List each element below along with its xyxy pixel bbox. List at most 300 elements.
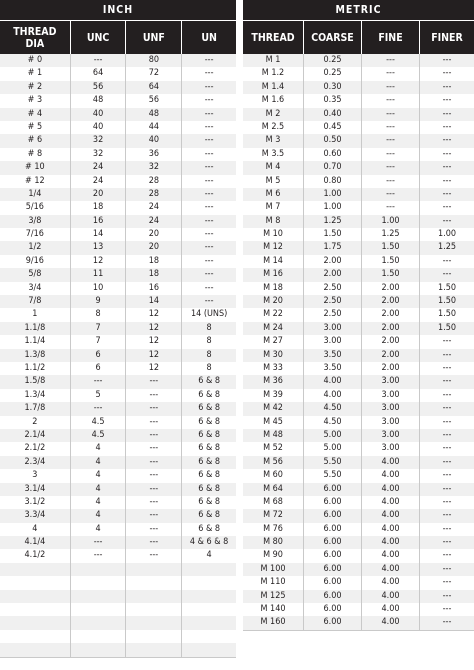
table-cell: 1.50 xyxy=(361,241,419,254)
table-cell: 1.3/4 xyxy=(24,389,46,400)
table-cell: 14 (UNS) xyxy=(181,308,236,321)
table-cell: 64 xyxy=(125,81,181,94)
table-row xyxy=(0,67,236,80)
table-cell: 9/16 xyxy=(25,255,44,266)
table-row xyxy=(0,148,236,161)
table-cell: --- xyxy=(361,175,419,188)
table-cell: 6 & 8 xyxy=(181,389,236,402)
table-cell: --- xyxy=(181,67,236,80)
table-cell: 20 xyxy=(70,188,126,201)
table-row xyxy=(0,389,236,402)
table-cell: 12 xyxy=(125,349,181,362)
table-cell: 6.00 xyxy=(303,603,361,616)
table-cell: --- xyxy=(361,108,419,121)
table-cell: M 30 xyxy=(263,349,283,360)
table-cell: M 1.2 xyxy=(261,68,285,79)
table-cell: 6 & 8 xyxy=(181,442,236,455)
table-cell: 2.50 xyxy=(303,282,361,295)
table-cell: 5.00 xyxy=(303,429,361,442)
table-row xyxy=(0,295,236,308)
table-cell: --- xyxy=(125,402,181,415)
table-row xyxy=(243,402,474,415)
table-cell: 4 xyxy=(70,442,126,455)
table-cell xyxy=(125,576,181,589)
table-cell: 4 xyxy=(70,456,126,469)
table-cell: M 60 xyxy=(263,470,283,481)
table-cell: M 3.5 xyxy=(261,148,285,159)
table-cell: 6 & 8 xyxy=(181,523,236,536)
table-cell: 0.35 xyxy=(303,94,361,107)
table-row xyxy=(243,549,474,562)
table-cell: 1.50 xyxy=(419,308,474,321)
table-row xyxy=(0,362,236,375)
table-cell: # 12 xyxy=(25,175,45,186)
table-cell: --- xyxy=(181,268,236,281)
table-cell: 48 xyxy=(125,108,181,121)
table-cell: --- xyxy=(419,389,474,402)
table-cell: 4.00 xyxy=(361,536,419,549)
table-cell: 18 xyxy=(125,268,181,281)
table-cell: M 39 xyxy=(263,389,283,400)
table-cell: 3.00 xyxy=(361,416,419,429)
table-cell: --- xyxy=(181,94,236,107)
table-row xyxy=(0,456,236,469)
table-cell: 4.5 xyxy=(70,429,126,442)
table-cell: 1.25 xyxy=(303,215,361,228)
table-cell: 32 xyxy=(125,161,181,174)
table-cell: # 8 xyxy=(27,148,43,159)
metric-rows xyxy=(243,54,474,631)
table-cell: --- xyxy=(419,362,474,375)
table-row xyxy=(243,175,474,188)
table-cell: 36 xyxy=(125,148,181,161)
metric-header-thread: THREAD xyxy=(243,21,303,54)
table-cell: 6.00 xyxy=(303,509,361,522)
table-cell: --- xyxy=(419,81,474,94)
table-cell: 1.1/2 xyxy=(24,362,46,373)
table-cell xyxy=(0,630,70,643)
table-cell: --- xyxy=(419,509,474,522)
table-row xyxy=(243,148,474,161)
table-row xyxy=(243,188,474,201)
table-row xyxy=(243,429,474,442)
table-cell: M 36 xyxy=(263,376,283,387)
table-cell: 1.00 xyxy=(419,228,474,241)
table-cell: --- xyxy=(419,536,474,549)
table-cell: 3/4 xyxy=(28,282,42,293)
table-row xyxy=(243,416,474,429)
table-cell: --- xyxy=(125,549,181,562)
table-cell: 1.50 xyxy=(303,228,361,241)
table-cell: 1.50 xyxy=(361,268,419,281)
table-cell xyxy=(125,563,181,576)
table-cell: --- xyxy=(181,148,236,161)
table-cell: --- xyxy=(419,375,474,388)
table-cell: --- xyxy=(70,549,126,562)
table-cell: 8 xyxy=(181,322,236,335)
metric-header-coarse: COARSE xyxy=(303,21,361,54)
table-cell: --- xyxy=(70,536,126,549)
inch-header-row xyxy=(0,21,236,54)
table-cell: --- xyxy=(181,108,236,121)
table-cell: # 2 xyxy=(27,81,43,92)
table-row xyxy=(0,282,236,295)
table-cell: # 0 xyxy=(27,55,43,65)
table-cell: 1.00 xyxy=(303,188,361,201)
table-cell: M 48 xyxy=(263,429,283,440)
table-cell: M 18 xyxy=(263,282,283,293)
table-cell: --- xyxy=(361,148,419,161)
table-cell: 4.00 xyxy=(361,590,419,603)
table-cell: --- xyxy=(419,442,474,455)
table-cell: 18 xyxy=(125,255,181,268)
inch-header-unc: UNC xyxy=(70,21,126,54)
table-cell: M 1.6 xyxy=(261,95,285,106)
table-cell: 28 xyxy=(125,175,181,188)
table-cell xyxy=(181,643,236,656)
table-cell xyxy=(70,630,126,643)
table-cell: 4.50 xyxy=(303,402,361,415)
table-cell: --- xyxy=(181,241,236,254)
table-cell: 32 xyxy=(70,134,126,147)
table-cell: 3 xyxy=(32,470,38,481)
table-cell: 1.25 xyxy=(419,241,474,254)
table-cell: M 12 xyxy=(263,242,283,253)
table-row xyxy=(243,134,474,147)
table-cell: --- xyxy=(70,375,126,388)
table-cell: 4.50 xyxy=(303,416,361,429)
table-cell: 3.00 xyxy=(303,335,361,348)
table-cell: 2 xyxy=(32,416,38,427)
table-cell xyxy=(0,603,70,616)
table-row xyxy=(243,228,474,241)
table-cell: 6 & 8 xyxy=(181,469,236,482)
table-row xyxy=(0,429,236,442)
table-cell: 3.00 xyxy=(361,389,419,402)
table-cell: --- xyxy=(181,255,236,268)
metric-header-finer: FINER xyxy=(419,21,474,54)
table-cell: --- xyxy=(361,161,419,174)
table-cell: --- xyxy=(419,108,474,121)
table-cell xyxy=(125,603,181,616)
table-row xyxy=(0,108,236,121)
table-row xyxy=(0,469,236,482)
table-row xyxy=(0,268,236,281)
table-cell: 12 xyxy=(70,255,126,268)
table-cell: 4.00 xyxy=(361,549,419,562)
table-row xyxy=(243,523,474,536)
table-row xyxy=(0,228,236,241)
table-cell: 4.5 xyxy=(70,416,126,429)
table-row xyxy=(0,134,236,147)
table-cell: --- xyxy=(419,496,474,509)
table-cell: M 160 xyxy=(260,617,286,628)
table-cell: --- xyxy=(125,442,181,455)
table-cell: 12 xyxy=(125,322,181,335)
table-cell: 3.1/2 xyxy=(24,496,46,507)
table-cell: --- xyxy=(361,81,419,94)
table-row xyxy=(243,67,474,80)
table-cell: 5/16 xyxy=(25,202,44,213)
table-cell: 5 xyxy=(70,389,126,402)
table-cell: M 56 xyxy=(263,456,283,467)
table-row xyxy=(0,241,236,254)
table-cell: --- xyxy=(125,416,181,429)
table-cell: 2.50 xyxy=(303,295,361,308)
table-cell: 2.00 xyxy=(361,282,419,295)
table-cell: --- xyxy=(181,215,236,228)
table-cell: 6.00 xyxy=(303,523,361,536)
table-cell: 4 xyxy=(32,523,38,534)
table-row xyxy=(0,335,236,348)
table-row xyxy=(243,362,474,375)
table-cell: --- xyxy=(181,295,236,308)
table-cell: 1.1/4 xyxy=(24,336,46,347)
table-row xyxy=(243,590,474,603)
table-cell: 3/8 xyxy=(28,215,42,226)
table-cell: --- xyxy=(419,563,474,576)
table-cell: 2.3/4 xyxy=(24,456,46,467)
table-cell xyxy=(70,603,126,616)
table-cell: 0.50 xyxy=(303,134,361,147)
table-cell: 0.45 xyxy=(303,121,361,134)
table-cell: --- xyxy=(181,282,236,295)
metric-table xyxy=(243,0,474,631)
table-cell: --- xyxy=(419,416,474,429)
table-cell: 5.50 xyxy=(303,469,361,482)
table-cell: 6.00 xyxy=(303,616,361,629)
table-cell: 48 xyxy=(70,94,126,107)
table-cell: --- xyxy=(419,456,474,469)
table-cell: 1.50 xyxy=(419,282,474,295)
table-cell: 6 & 8 xyxy=(181,509,236,522)
table-row xyxy=(243,108,474,121)
table-cell: 4 xyxy=(70,523,126,536)
table-row xyxy=(0,603,236,616)
table-row xyxy=(0,215,236,228)
table-row xyxy=(0,630,236,643)
table-row xyxy=(0,576,236,589)
table-cell: 1.00 xyxy=(361,215,419,228)
table-cell: 0.25 xyxy=(303,54,361,67)
table-cell: M 1.4 xyxy=(261,81,285,92)
table-cell: 0.60 xyxy=(303,148,361,161)
table-cell: --- xyxy=(181,201,236,214)
table-row xyxy=(0,549,236,562)
table-row xyxy=(243,282,474,295)
table-cell: M 16 xyxy=(263,269,283,280)
table-row xyxy=(0,523,236,536)
table-cell: --- xyxy=(181,188,236,201)
inch-title: INCH xyxy=(0,0,236,20)
table-cell: --- xyxy=(419,215,474,228)
table-cell: 20 xyxy=(125,241,181,254)
table-row xyxy=(243,483,474,496)
table-cell: 64 xyxy=(70,67,126,80)
table-row xyxy=(243,295,474,308)
table-cell: # 3 xyxy=(27,95,43,106)
table-cell: 1.00 xyxy=(303,201,361,214)
table-row xyxy=(243,375,474,388)
table-cell xyxy=(0,643,70,656)
table-row xyxy=(0,616,236,629)
table-cell: --- xyxy=(419,469,474,482)
table-cell: 4.00 xyxy=(361,616,419,629)
table-row xyxy=(0,175,236,188)
table-cell: --- xyxy=(419,175,474,188)
table-cell: 2.00 xyxy=(361,295,419,308)
table-cell: 56 xyxy=(125,94,181,107)
table-cell: M 42 xyxy=(263,403,283,414)
table-cell: 13 xyxy=(70,241,126,254)
table-cell: M 8 xyxy=(265,215,281,226)
table-row xyxy=(243,81,474,94)
table-cell: # 1 xyxy=(27,68,43,79)
table-row xyxy=(0,81,236,94)
table-cell: --- xyxy=(125,389,181,402)
table-cell: M 90 xyxy=(263,550,283,561)
table-row xyxy=(0,94,236,107)
table-row xyxy=(0,308,236,321)
table-cell: M 2 xyxy=(265,108,281,119)
table-row xyxy=(0,349,236,362)
table-cell: --- xyxy=(125,456,181,469)
table-cell: 4.00 xyxy=(303,375,361,388)
table-cell: M 80 xyxy=(263,537,283,548)
table-cell: --- xyxy=(419,603,474,616)
table-cell: M 33 xyxy=(263,362,283,373)
table-cell: M 68 xyxy=(263,496,283,507)
table-cell xyxy=(0,563,70,576)
table-cell: 1.1/8 xyxy=(24,322,46,333)
table-cell: --- xyxy=(419,523,474,536)
table-row xyxy=(243,54,474,67)
inch-header-unf: UNF xyxy=(125,21,181,54)
table-cell: 18 xyxy=(70,201,126,214)
table-cell: 3.00 xyxy=(361,402,419,415)
table-row xyxy=(243,241,474,254)
table-cell: --- xyxy=(419,148,474,161)
table-cell: 44 xyxy=(125,121,181,134)
table-cell: 4.00 xyxy=(361,523,419,536)
table-cell: 11 xyxy=(70,268,126,281)
table-cell: 14 xyxy=(70,228,126,241)
table-cell: 2.00 xyxy=(361,349,419,362)
table-cell: 4.1/2 xyxy=(24,550,46,561)
table-row xyxy=(243,576,474,589)
table-cell: 6 & 8 xyxy=(181,416,236,429)
table-cell: 24 xyxy=(125,215,181,228)
table-cell: M 100 xyxy=(260,563,286,574)
table-cell: M 45 xyxy=(263,416,283,427)
table-cell: M 125 xyxy=(260,590,286,601)
table-row xyxy=(243,335,474,348)
table-cell: 4.00 xyxy=(361,456,419,469)
table-cell: 40 xyxy=(70,121,126,134)
inch-header-thread-dia: THREAD DIA xyxy=(0,21,70,54)
table-cell: 4 xyxy=(70,509,126,522)
table-row xyxy=(243,121,474,134)
table-cell: --- xyxy=(419,268,474,281)
inch-header-un: UN xyxy=(181,21,236,54)
table-cell: 8 xyxy=(70,308,126,321)
table-cell xyxy=(0,576,70,589)
table-cell: 0.25 xyxy=(303,67,361,80)
table-cell: M 72 xyxy=(263,510,283,521)
table-cell: 4.00 xyxy=(361,496,419,509)
table-cell: 5.50 xyxy=(303,456,361,469)
table-cell: 0.40 xyxy=(303,108,361,121)
table-row xyxy=(243,349,474,362)
table-cell: 1.25 xyxy=(361,228,419,241)
table-row xyxy=(243,255,474,268)
table-cell: 3.1/4 xyxy=(24,483,46,494)
table-row xyxy=(243,496,474,509)
table-cell: 7 xyxy=(70,335,126,348)
table-cell: --- xyxy=(419,349,474,362)
table-cell: 32 xyxy=(70,148,126,161)
table-cell: M 2.5 xyxy=(261,121,285,132)
table-cell: 2.00 xyxy=(361,335,419,348)
table-row xyxy=(243,94,474,107)
table-cell xyxy=(181,590,236,603)
table-cell: --- xyxy=(361,134,419,147)
table-cell xyxy=(125,590,181,603)
table-cell: --- xyxy=(361,188,419,201)
table-cell: 3.00 xyxy=(361,442,419,455)
table-cell: 6.00 xyxy=(303,536,361,549)
table-cell: --- xyxy=(419,335,474,348)
table-cell: --- xyxy=(125,509,181,522)
table-cell: --- xyxy=(125,483,181,496)
table-cell: 2.00 xyxy=(361,322,419,335)
table-cell: 2.00 xyxy=(303,255,361,268)
table-cell xyxy=(70,563,126,576)
table-cell: M 20 xyxy=(263,296,283,307)
table-cell: 20 xyxy=(125,228,181,241)
table-cell: 1.5/8 xyxy=(24,376,46,387)
table-row xyxy=(243,389,474,402)
table-cell: --- xyxy=(125,429,181,442)
table-cell: 2.00 xyxy=(303,268,361,281)
table-cell: 3.3/4 xyxy=(24,510,46,521)
table-row xyxy=(243,308,474,321)
table-cell: M 110 xyxy=(260,577,286,588)
table-cell: 3.50 xyxy=(303,349,361,362)
table-cell: 4.00 xyxy=(361,483,419,496)
table-cell: 4.1/4 xyxy=(24,537,46,548)
table-row xyxy=(0,402,236,415)
table-row xyxy=(0,416,236,429)
table-cell xyxy=(125,616,181,629)
table-cell: 2.00 xyxy=(361,308,419,321)
table-cell: 1.75 xyxy=(303,241,361,254)
table-cell: 4 xyxy=(70,496,126,509)
table-cell: --- xyxy=(419,402,474,415)
table-cell: 24 xyxy=(70,175,126,188)
table-cell: 1/4 xyxy=(28,188,42,199)
metric-header-row xyxy=(243,21,474,54)
table-cell: --- xyxy=(181,175,236,188)
table-cell: --- xyxy=(70,402,126,415)
table-cell: 6 & 8 xyxy=(181,429,236,442)
table-cell: M 3 xyxy=(265,135,281,146)
table-row xyxy=(243,442,474,455)
table-cell: --- xyxy=(125,523,181,536)
table-cell: 3.00 xyxy=(361,429,419,442)
table-cell: M 52 xyxy=(263,443,283,454)
table-cell: 2.1/2 xyxy=(24,443,46,454)
